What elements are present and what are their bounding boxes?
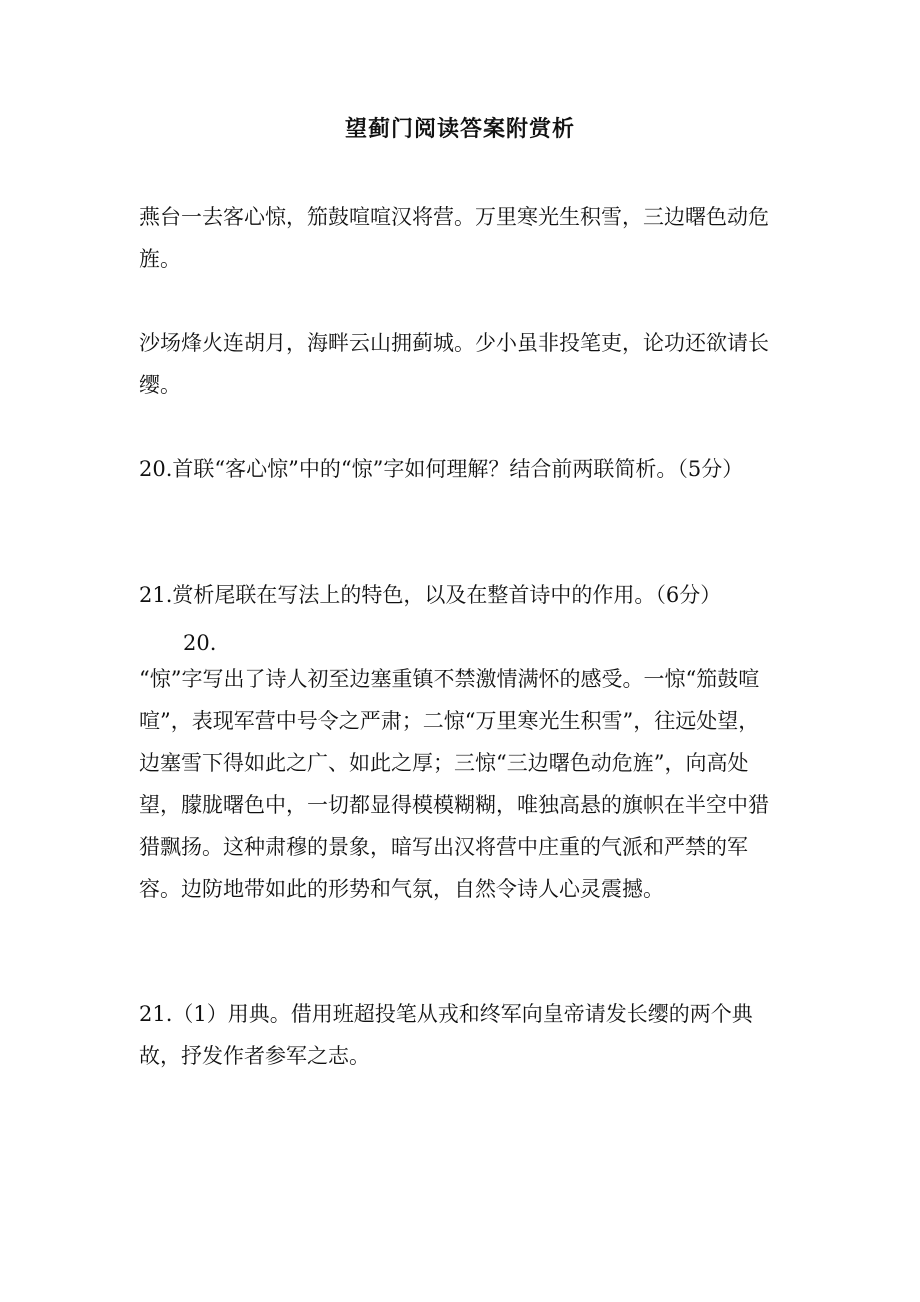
question-21: 21.赏析尾联在写法上的特色，以及在整首诗中的作用。（6分） — [139, 583, 722, 607]
answer-20-number: 20. — [183, 631, 217, 655]
poem-line-2: 沙场烽火连胡月，海畔云山拥蓟城。少小虽非投笔吏，论功还欲请长缨。 — [139, 331, 769, 397]
answer-20-text: “惊”字写出了诗人初至边塞重镇不禁激情满怀的感受。一惊“笳鼓喧喧”，表现军营中号令之严肃；二惊“万里寒光生积雪”，往远处望，边塞雪下得如此之广、如此之厚；三惊“三边曙色动危旌”，向高处望，朦胧曙色中，一切都显得模模糊糊，唯独高悬的旗帜在半空中猎猎飘扬。这种肃穆的景象，暗写出汉将营中庄重的气派和严禁的军容。边防地带如此的形势和气氛，自然令诗人心灵震撼。 — [139, 667, 769, 901]
question-20: 20.首联“客心惊”中的“惊”字如何理解？结合前两联简析。（5分） — [139, 457, 744, 481]
document-title: 望蓟门阅读答案附赏析 — [344, 116, 575, 142]
answer-21-text: 21.（1）用典。借用班超投笔从戎和终军向皇帝请发长缨的两个典故，抒发作者参军之志。 — [139, 1002, 753, 1068]
poem-line-1: 燕台一去客心惊，笳鼓喧喧汉将营。万里寒光生积雪，三边曙色动危旌。 — [139, 205, 769, 271]
